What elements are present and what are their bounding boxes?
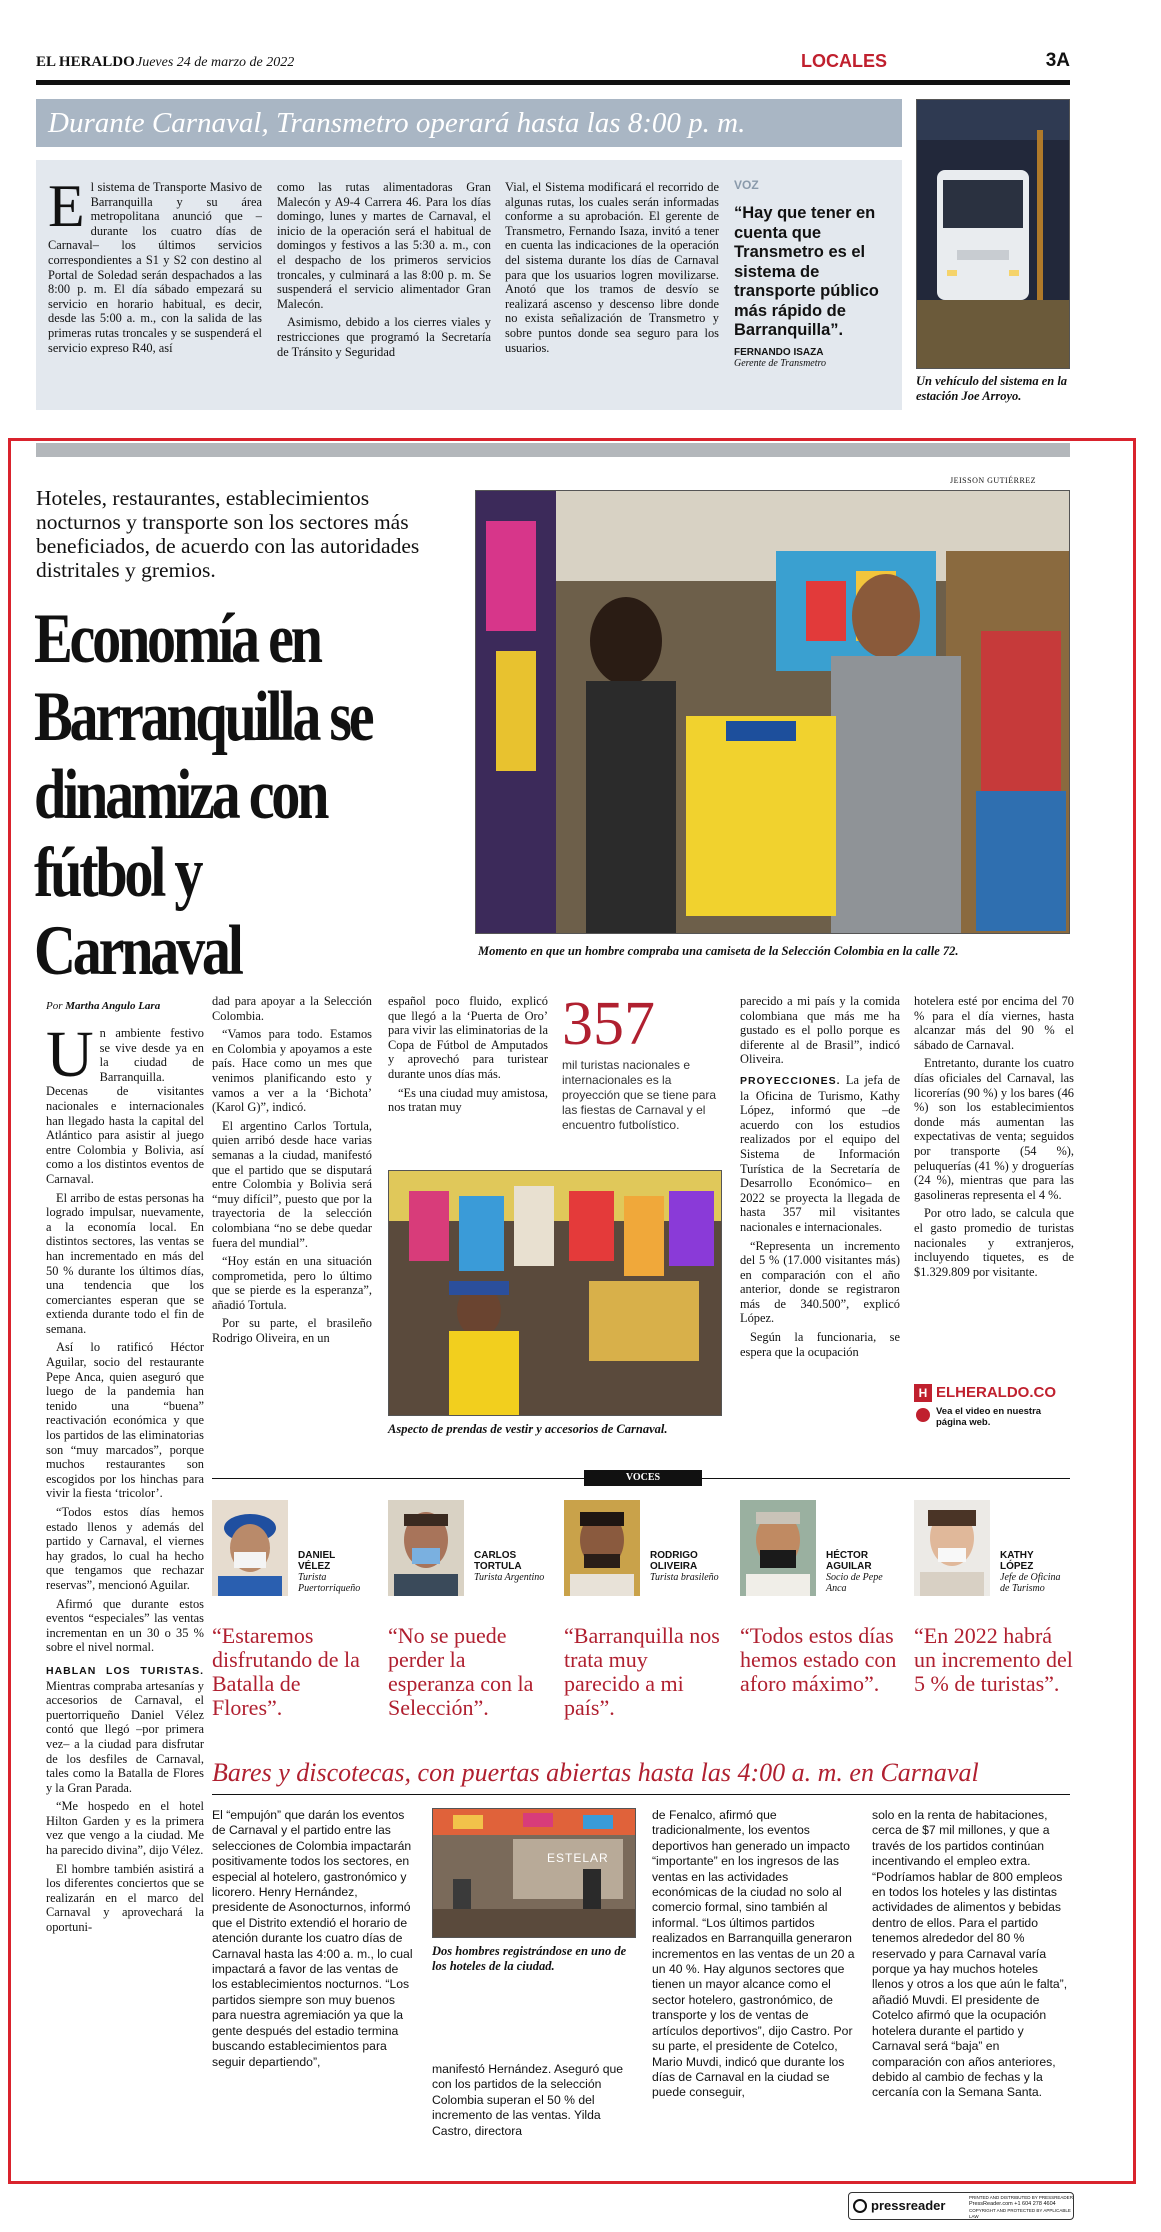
main-drop-cap: U — [46, 1018, 94, 1091]
hotel-lobby-illustration — [433, 1809, 636, 1938]
promo-text: Vea el video en nuestra página web. — [936, 1406, 1042, 1428]
voz-role: Gerente de Transmetro — [734, 357, 827, 369]
bus-illustration — [917, 100, 1070, 369]
pressreader-brand: pressreader — [871, 2198, 946, 2213]
portrait-1 — [212, 1500, 288, 1596]
main-col5: hotelera esté por encima del 70 % para el día viernes, hasta alcanzar más del 90 % el sábado de Carnaval. Entretanto, durante los cuatro días oficiales del Carnaval, las licorerías (90 %) y los bares (46 %) son los establecimientos donde más aumentan las expectativas de venta; seguidos por transporte (54 %), peluquerías (41 %) y droguerías (24 %), mientras que para las gasolineras representa el 4 %. Por otro lado, se calcula que el gasto promedio de turistas nacionales y extranjeros, incluyendo tiquetes, es de $1.329.809 por visitante. — [914, 994, 1074, 1279]
runin-proyecciones: PROYECCIONES. — [740, 1074, 841, 1087]
page-header — [36, 48, 1070, 78]
byline: Por Martha Angulo Lara — [46, 1000, 161, 1012]
secondary-col1: El “empujón” que darán los eventos de Carnaval y el partido entre las selecciones de Colombia impactarán positivamente todos los sectores, en especial al hotelero, gastronómico y licorero. Henry Hernández, presidente de Asonocturnos, informó que el Distrito extendió el horario de atención durante los cuatro días de Carnaval hasta las 4:00 a. m., lo cual impactará a favor de las ventas de los establecimientos nocturnos. “Los partidos siempre son muy buenos para nuestra agremiación ya que la gente después del estadio termina buscando establecimientos para seguir departiendo”, — [212, 1808, 413, 2069]
pressreader-badge: pressreader PRINTED AND DISTRIBUTED BY PRESSREADER PressReader.com +1 604 278 4604 COPYRIGHT AND PROTECTED BY APPLICABLE LAW — [848, 2192, 1074, 2220]
portrait-5 — [914, 1500, 990, 1596]
secondary-col4: solo en la renta de habitaciones, cerca de $7 mil millones, y que a través de los partidos continúan incentivando el empleo extra. “Podríamos hablar de 800 empleos en todos los hoteles y las distintas actividades de alimentos y bebidas dentro de ellos. Para el partido tenemos alrededor del 80 % reservado y para Carnaval varía porque ya hay muchos hoteles llenos y otros a los que aún le falta”, añadió Muvdi. El presidente de Cotelco afirmó que la ocupación hotelera durante el partido y Carnaval será “baja” en comparación con años anteriores, debido al cambio de fechas y la cercanía con la Semana Santa. — [872, 1808, 1068, 2100]
top-story-col1: E l sistema de Transporte Masivo de Barranquilla y su área metropolitana anunció que –durante los cuatro días de Carnaval– los últimos servicios correspondientes a S1 y S2 con destino al Portal de Soledad serán despachados a las 8:00 p. m. El día sábado empezará su servicio en horario habitual, es decir, desde las 5:00 a. m., con la salida de las primeras rutas troncales y se suspenderá el servicio expreso R40, así — [48, 173, 262, 355]
stat-number: 357 — [562, 990, 655, 1058]
stall-illustration — [389, 1171, 722, 1416]
voz-label: VOZ — [734, 178, 759, 192]
secondary-headline: Bares y discotecas, con puertas abiertas hasta las 4:00 a. m. en Carnaval — [212, 1758, 979, 1787]
feature-top-bar — [36, 443, 1070, 457]
header-rule — [36, 80, 1070, 85]
main-headline: Economía en Barranquilla se dinamiza con fútbol y Carnaval — [34, 600, 372, 990]
stat-text: mil turistas nacionales e internacionales es la proyección que se tiene para las fiestas de Carnaval y el encuentro futbolístico. — [562, 1058, 717, 1132]
issue-date: Jueves 24 de marzo de 2022 — [136, 55, 295, 70]
secondary-rule — [212, 1794, 1070, 1795]
main-photo — [475, 490, 1070, 934]
voces-label: VOCES — [584, 1470, 702, 1486]
top-story-banner — [36, 99, 902, 147]
page-number: 3A — [1045, 50, 1070, 71]
section-name: LOCALES — [801, 51, 888, 71]
secondary-col2: manifestó Hernández. Aseguró que con los partidos de la selección Colombia superan el 50 % del incremento de las ventas. Yilda Castro, directora — [432, 2062, 624, 2138]
main-col4: parecido a mi país y la comida colombiana que más me ha gustado es el pollo porque es diferente al de Brasil”, indicó Oliveira. PROYECCIONES. La jefa de la Oficina de Turismo, Kathy López, informó que –de acuerdo con los estudios realizados por el equipo del Sistema de Información Turística de la Secretaría de Desarrollo Económico– en 2022 se proyecta la llegada de hasta 357 mil visitantes nacionales e internacionales. “Representa un incremento del 5 % (17.000 visitantes más) en comparación con el año anterior, donde se registraron más de 340.500”, explicó López. Según la funcionaria, se espera que la ocupación — [740, 994, 900, 1359]
accessories-photo — [388, 1170, 722, 1416]
promo-logo: ELHERALDO.CO — [936, 1384, 1056, 1401]
play-icon — [916, 1408, 930, 1422]
pressreader-logo-icon — [853, 2199, 867, 2213]
paper-name: EL HERALDO — [36, 54, 135, 70]
stat-box — [562, 990, 732, 1133]
voz-quote: “Hay que tener en cuenta que Transmetro es el sistema de transporte público más rápido de Barranquilla”. — [734, 204, 879, 339]
top-story-col2: como las rutas alimentadoras Gran Malecón y A9-4 Carrera 46. Para los días domingo, lunes y martes de Carnaval, el inicio de la operación será el habitual de domingos y festivos a las 5:30 a. m., con el despacho de los primeros servicios troncales, y culminará a las 8:00 p. m. Se suspenderá el servicio alimentador Gran Malecón. Asimismo, debido a los cierres viales y restricciones que programó la Secretaría de Tránsito y Seguridad — [277, 180, 491, 359]
main-col3: español poco fluido, explicó que llegó a la ‘Puerta de Oro’ para vivir las eliminatorias de la Copa de Fútbol de Amputados y aprovechó para turistear durante unos días más. “Es una ciudad muy amistosa, nos tratan muy — [388, 994, 548, 1115]
portrait-2 — [388, 1500, 464, 1596]
hotel-sign: ESTELAR — [547, 1851, 609, 1865]
main-col1: U n ambiente festivo se vive desde ya en la ciudad de Barranquilla. Decenas de visitantes nacionales e internacionales han llegado hasta la capital del Atlántico para asistir al juego entre Colombia y Bolivia, así como a los distintos eventos de Carnaval. El arribo de estas personas ha logrado impulsar, nuevamente, a la economía local. En distintos sectores, las ventas se han incrementado en más del 50 % durante los últimos días, una tendencia que los comerciantes esperan que se extienda durante todo el fin de semana. Así lo ratificó Héctor Aguilar, socio del restaurante Pepe Anca, quien aseguró que luego de la pandemia han tenido una “buena” reactivación económica y que los partidos de las eliminatorias son “muy marcados”, porque muchos restaurantes son escogidos por los hinchas para vivir la fiesta ‘tricolor’. “Todos estos días hemos estado llenos y además del partido y Carnaval, el viernes hay grados, lo cual ha hecho que tengamos que rechazar reservas”, mencionó Aguilar. Afirmó que durante estos eventos “especiales” las ventas incrementan en un 30 o 35 % sobre el nivel normal. HABLAN LOS TURISTAS. Mientras compraba artesanías y accesorios de Carnaval, el puertorriqueño Daniel Vélez contó que llegó –por primera vez– a la ciudad para disfrutar de los desfiles de Carnaval, tales como la Batalla de Flores y la Gran Parada. “Me hospedo en el hotel Hilton Garden y es la primera vez que vengo a la ciudad. Me ha parecido divina”, dijo Vélez. El hombre también asistirá a los diferentes conciertos que se realizarán en el marco del Carnaval y aprovechará la oportuni- — [46, 1018, 204, 1935]
transmetro-caption: Un vehículo del sistema en la estación Joe Arroyo. — [916, 374, 1068, 403]
market-illustration — [476, 491, 1070, 934]
top-story-col3: Vial, el Sistema modificará el recorrido de algunas rutas, los cuales serán informadas conforme a su aprobación. El gerente de Transmetro, Fernando Isaza, invitó a tener en cuenta las indicaciones de la operación del sistema durante los días de Carnaval para que los usuarios logren movilizarse. Anotó que los tramos de desvío se realizará ascenso y descenso libre donde no exista señalización de Transmetro y sobre puntos donde sea seguro para los usuarios. — [505, 180, 719, 355]
main-col2: dad para apoyar a la Selección Colombia. “Vamos para todo. Estamos en Colombia y apoyamos a este país. Hace como un mes que venimos planificando esto y vamos a ver a la ‘Bichota’ (Karol G)”, indicó. El argentino Carlos Tortula, quien arribó desde hace varias semanas a la ciudad, manifestó que el partido que se disputará entre Colombia y Bolivia será “muy difícil”, puesto que por la trayectoria de la selección colombiana “no se debe quedar fuera del mundial”. “Hoy están en una situación comprometida, pero lo último que se pierde es la esperanza”, añadió Tortula. Por su parte, el brasileño Rodrigo Oliveira, en un — [212, 994, 372, 1346]
voz-box — [734, 178, 894, 398]
portrait-3 — [564, 1500, 640, 1596]
hotel-photo — [432, 1808, 636, 1938]
video-promo[interactable] — [914, 1384, 1074, 1428]
accessories-caption: Aspecto de prendas de vestir y accesorios de Carnaval. — [388, 1422, 668, 1436]
kicker: Hoteles, restaurantes, establecimientos nocturnos y transporte son los sectores más beneficiados, de acuerdo con las autoridades distritales y gremios. — [36, 486, 420, 582]
top-story-headline: Durante Carnaval, Transmetro operará hasta las 8:00 p. m. — [48, 107, 746, 139]
promo-logo-icon: H — [914, 1384, 932, 1402]
hotel-caption: Dos hombres registrándose en uno de los hoteles de la ciudad. — [432, 1944, 627, 1973]
voz-name: FERNANDO ISAZA — [734, 346, 824, 358]
portrait-4 — [740, 1500, 816, 1596]
secondary-col3: de Fenalco, afirmó que tradicionalmente, los eventos deportivos han generado un impacto “importante” en los ingresos de las ventas en las actividades económicas de la ciudad no solo al comercio formal, sino también al informal. “Los últimos partidos realizados en Barranquilla generaron incrementos en las ventas de un 20 a un 40 %. Hay algunos sectores que tienen un mayor alcance como el sector hotelero, gastronómico, de transporte y los de ventas de artículos deportivos”, dijo Castro. Por su parte, el presidente de Cotelco, Mario Muvdi, indicó que durante los días de Carnaval en la ciudad se puede conseguir, — [652, 1808, 855, 2100]
transmetro-photo — [916, 99, 1070, 369]
main-photo-caption: Momento en que un hombre compraba una camiseta de la Selección Colombia en la calle 72. — [478, 944, 959, 958]
drop-cap: E — [48, 173, 85, 239]
runin-hablan: HABLAN LOS TURISTAS. — [46, 1664, 204, 1677]
photo-credit: JEISSON GUTIÉRREZ — [950, 476, 1037, 485]
